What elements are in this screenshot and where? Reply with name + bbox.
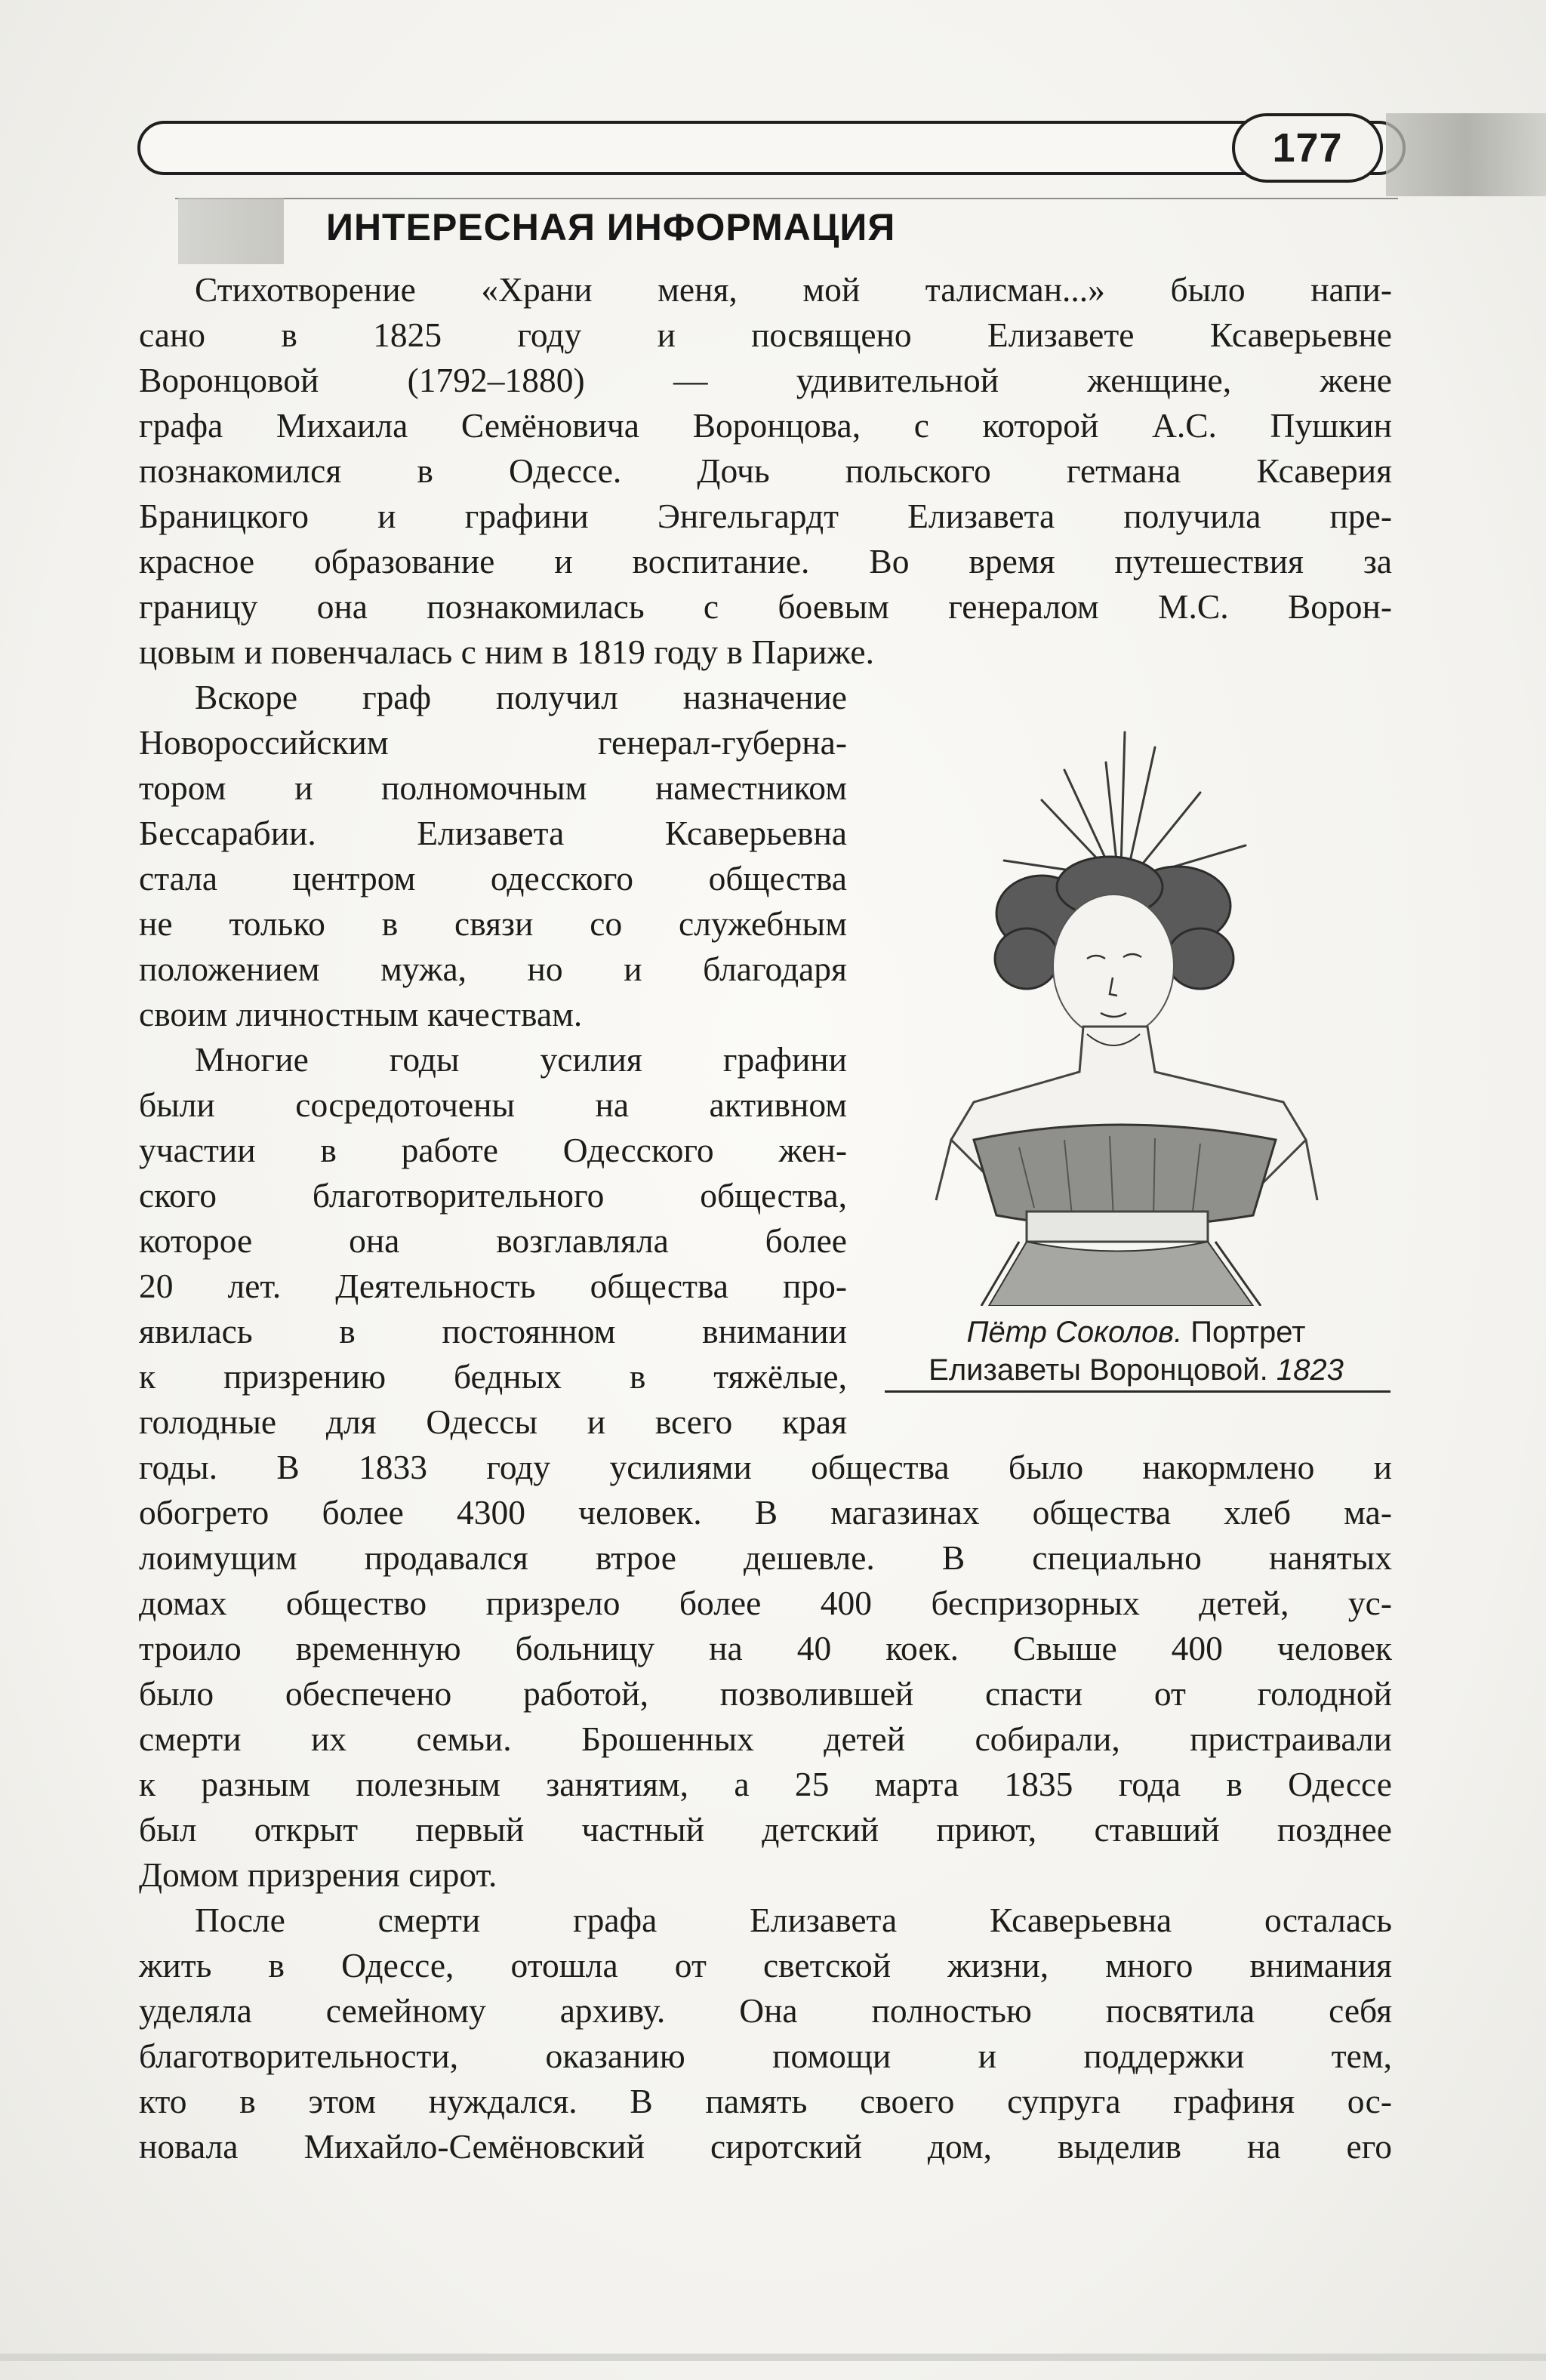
portrait-illustration <box>929 717 1321 1306</box>
text-line: тором и полномочным наместником <box>139 768 847 807</box>
text-line: кто в этом нуждался. В память своего супруга графиня ос- <box>139 2082 1392 2120</box>
text-line: границу она познакомилась с боевым генералом М.С. Ворон- <box>139 587 1392 626</box>
text-line: благотворительности, оказанию помощи и поддержки тем, <box>139 2037 1392 2075</box>
text-line: явилась в постоянном внимании <box>139 1312 847 1350</box>
text-line: Домом призрения сирот. <box>139 1855 497 1894</box>
text-line: графа Михаила Семёновича Воронцова, с которой А.С. Пушкин <box>139 406 1392 445</box>
page-edge-shading <box>1386 113 1546 196</box>
text-line: Браницкого и графини Энгельгардт Елизавета получила пре- <box>139 497 1392 535</box>
text-line: было обеспечено работой, позволившей спасти от голодной <box>139 1674 1392 1713</box>
text-line: 20 лет. Деятельность общества про- <box>139 1267 847 1305</box>
paragraph-appointment <box>139 675 847 1037</box>
text-line: голодные для Одессы и всего края <box>139 1402 847 1441</box>
page-number: 177 <box>1232 113 1383 183</box>
text-line: новала Михайло-Семёновский сиротский дом, выделив на его <box>139 2127 1392 2166</box>
text-line: Стихотворение «Храни меня, мой талисман...» было напи- <box>195 270 1392 309</box>
text-line: обогрето более 4300 человек. В магазинах общества хлеб ма- <box>139 1493 1392 1532</box>
text-line: цовым и повенчалась с ним в 1819 году в Париже. <box>139 633 874 671</box>
text-line: Вскоре граф получил назначение <box>195 678 847 716</box>
caption-subject: Елизаветы Воронцовой. <box>929 1353 1277 1387</box>
text-line: Новороссийским генерал-губерна- <box>139 723 847 762</box>
text-line: положением мужа, но и благодаря <box>139 950 847 988</box>
paragraph-intro <box>139 267 1392 675</box>
caption-year: 1823 <box>1276 1353 1344 1387</box>
portrait-caption <box>876 1313 1397 1389</box>
header-rule <box>175 198 1398 199</box>
text-line: стала центром одесского общества <box>139 859 847 898</box>
paragraph-charity-start <box>139 1037 847 1445</box>
page-bottom-edge <box>0 2354 1546 2361</box>
caption-author: Пётр Соколов. <box>966 1316 1183 1349</box>
section-heading: ИНТЕРЕСНАЯ ИНФОРМАЦИЯ <box>326 206 896 248</box>
text-line: смерти их семьи. Брошенных детей собирали, пристраивали <box>139 1720 1392 1758</box>
text-line: своим личностным качествам. <box>139 995 583 1033</box>
paragraph-charity-continued <box>139 1445 1392 1898</box>
text-line: Воронцовой (1792–1880) — удивительной женщине, жене <box>139 361 1392 399</box>
caption-rule <box>885 1390 1390 1393</box>
caption-title: Портрет <box>1182 1316 1306 1349</box>
text-line: к призрению бедных в тяжёлые, <box>139 1357 847 1396</box>
text-line: годы. В 1833 году усилиями общества было накормлено и <box>139 1448 1392 1486</box>
text-line: Многие годы усилия графини <box>195 1040 847 1079</box>
section-marker <box>178 198 284 264</box>
text-line: лоимущим продавался втрое дешевле. В специально нанятых <box>139 1538 1392 1577</box>
text-line: красное образование и воспитание. Во время путешествия за <box>139 542 1392 580</box>
text-line: домах общество призрело более 400 беспризорных детей, ус- <box>139 1584 1392 1622</box>
text-line: уделяла семейному архиву. Она полностью посвятила себя <box>139 1991 1392 2030</box>
text-line: познакомился в Одессе. Дочь польского гетмана Ксаверия <box>139 451 1392 490</box>
text-line: к разным полезным занятиям, а 25 марта 1835 года в Одессе <box>139 1765 1392 1803</box>
text-line: сано в 1825 году и посвящено Елизавете Ксаверьевне <box>139 316 1392 354</box>
text-line: ского благотворительного общества, <box>139 1176 847 1215</box>
page-header-band <box>137 121 1406 175</box>
text-line: Бессарабии. Елизавета Ксаверьевна <box>139 814 847 852</box>
text-line: были сосредоточены на активном <box>139 1085 847 1124</box>
text-line: После смерти графа Елизавета Ксаверьевна осталась <box>195 1901 1392 1939</box>
text-line: не только в связи со служебным <box>139 904 847 943</box>
text-line: которое она возглавляла более <box>139 1221 847 1260</box>
text-line: жить в Одессе, отошла от светской жизни, много внимания <box>139 1946 1392 1984</box>
paragraph-later-life <box>139 1898 1392 2169</box>
text-line: был открыт первый частный детский приют, ставший позднее <box>139 1810 1392 1849</box>
text-line: участии в работе Одесского жен- <box>139 1131 847 1169</box>
text-line: троило временную больницу на 40 коек. Свыше 400 человек <box>139 1629 1392 1667</box>
